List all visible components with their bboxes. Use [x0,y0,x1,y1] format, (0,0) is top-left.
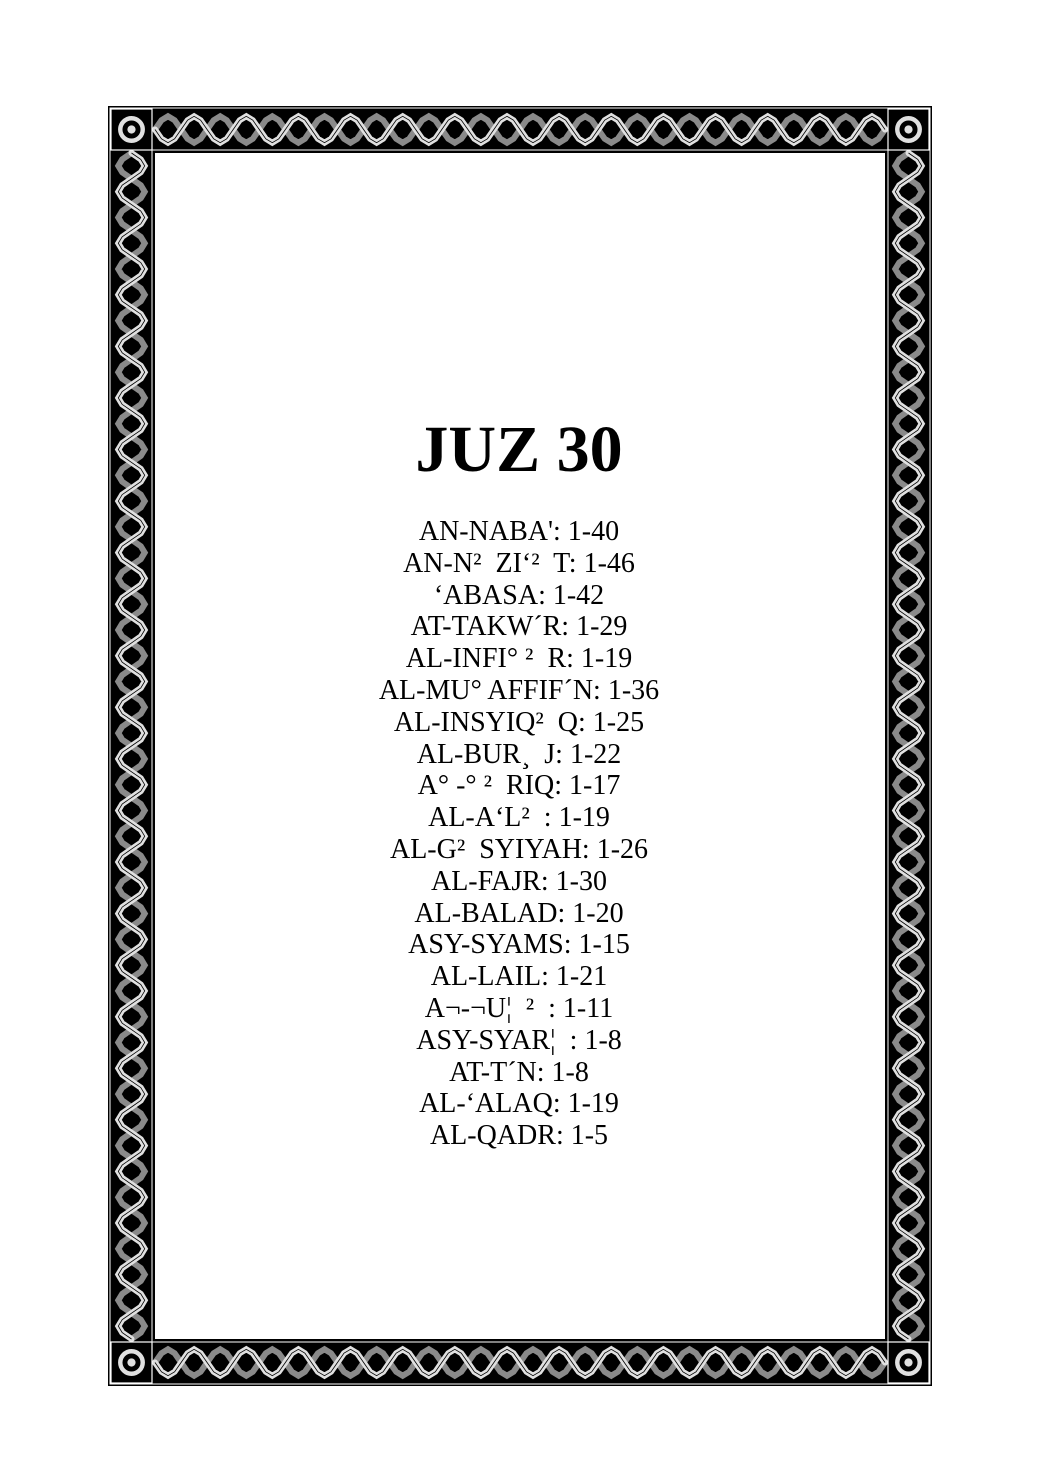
surah-entry: AT-T´N: 1-8 [449,1056,589,1088]
surah-entry: A¬-¬U¦ ² : 1-11 [424,992,614,1024]
surah-entry: AL-LAIL: 1-21 [430,961,608,993]
surah-entry: AL-QADR: 1-5 [429,1120,609,1152]
page-title: JUZ 30 [415,413,623,486]
surah-entry: AL-INFI° ² R: 1-19 [405,643,633,675]
surah-entry: ASY-SYAR¦ : 1-8 [416,1024,622,1056]
surah-list [160,516,878,1152]
surah-entry: AN-N² ZI‘² T: 1-46 [403,547,635,579]
surah-entry: AN-NABA': 1-40 [418,516,620,547]
surah-entry: AL-BALAD: 1-20 [414,897,624,929]
surah-entry: AL-A‘L² : 1-19 [428,802,610,834]
surah-entry: AL-G² SYIYAH: 1-26 [389,833,649,865]
surah-entry: AL-FAJR: 1-30 [430,865,608,897]
surah-entry: ‘ABASA: 1-42 [433,579,605,611]
surah-entry: AL-BUR¸ J: 1-22 [416,738,622,770]
surah-entry: AL-‘ALAQ: 1-19 [419,1088,619,1120]
surah-entry: AT-TAKW´R: 1-29 [410,611,628,643]
juz-contents [160,410,878,1152]
surah-entry: A° -° ² RIQ: 1-17 [417,770,621,802]
surah-entry: ASY-SYAMS: 1-15 [408,929,630,961]
surah-entry: AL-MU° AFFIF´N: 1-36 [378,674,660,706]
surah-entry: AL-INSYIQ² Q: 1-25 [393,706,645,738]
